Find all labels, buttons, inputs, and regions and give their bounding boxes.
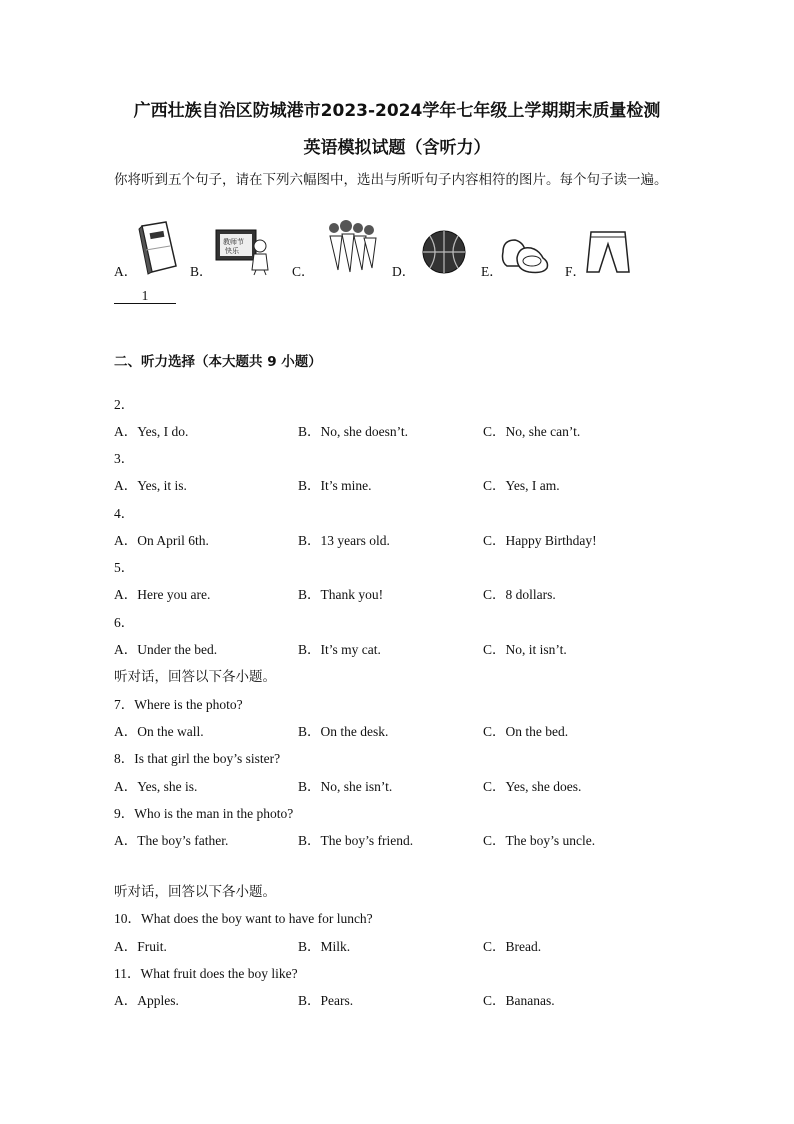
question-11: 11．What fruit does the boy like?	[114, 966, 298, 981]
option-b: B．The boy’s friend.	[298, 833, 414, 848]
question-3: 3．	[114, 451, 135, 466]
option-b: B．On the desk.	[298, 724, 389, 739]
option-b: B．It’s mine.	[298, 478, 372, 493]
svg-text:教师节: 教师节	[223, 238, 244, 246]
picture-e	[481, 218, 561, 280]
option-c: C．Bread.	[483, 939, 542, 954]
option-b: B．It’s my cat.	[298, 642, 381, 657]
page-title-line2: 英语模拟试题（含听力）	[303, 138, 491, 158]
shoes-icon	[499, 234, 551, 276]
page-title-line1: 广西壮族自治区防城港市2023-2024学年七年级上学期期末质量检测	[133, 101, 661, 121]
picture-b	[190, 218, 270, 280]
picture-f	[565, 218, 645, 280]
dialogue-note: 听对话，回答以下各小题。	[114, 669, 276, 685]
option-b: B．Pears.	[298, 993, 354, 1008]
trousers-icon	[585, 228, 631, 276]
option-c: C．No, she can’t.	[483, 424, 581, 439]
basketball-icon	[420, 228, 468, 276]
question-10: 10．What does the boy want to have for lunch?	[114, 911, 373, 926]
svg-text:快乐: 快乐	[225, 247, 239, 255]
option-b: B．Milk.	[298, 939, 351, 954]
blackboard-girl-icon	[214, 226, 270, 276]
picture-letter: D．	[392, 264, 416, 279]
option-a: A．Fruit.	[114, 939, 167, 954]
question-8: 8．Is that girl the boy’s sister?	[114, 751, 281, 766]
carrots-icon	[324, 218, 378, 276]
option-a: A．On the wall.	[114, 724, 204, 739]
option-c: C．Bananas.	[483, 993, 555, 1008]
option-a: A．Yes, she is.	[114, 779, 198, 794]
picture-letter: F．	[565, 264, 587, 279]
picture-c	[292, 218, 382, 280]
instruction-text: 你将听到五个句子，请在下列六幅图中，选出与所听句子内容相符的图片。每个句子读一遍。	[114, 172, 668, 188]
answer-blank: 1	[114, 288, 176, 304]
option-c: C．On the bed.	[483, 724, 569, 739]
option-a: A．Yes, I do.	[114, 424, 189, 439]
option-c: C．8 dollars.	[483, 587, 556, 602]
picture-letter: E．	[481, 264, 503, 279]
picture-letter: C．	[292, 264, 315, 279]
option-b: B．No, she isn’t.	[298, 779, 393, 794]
option-c: C．Yes, I am.	[483, 478, 560, 493]
option-a: A．Under the bed.	[114, 642, 218, 657]
option-b: B．Thank you!	[298, 587, 384, 602]
option-c: C．Happy Birthday!	[483, 533, 597, 548]
option-c: C．The boy’s uncle.	[483, 833, 596, 848]
option-a: A．The boy’s father.	[114, 833, 229, 848]
question-7: 7．Where is the photo?	[114, 697, 243, 712]
option-c: C．Yes, she does.	[483, 779, 582, 794]
picture-letter: B．	[190, 264, 213, 279]
option-a: A．Here you are.	[114, 587, 211, 602]
book-icon	[136, 220, 180, 276]
question-5: 5．	[114, 560, 135, 575]
picture-letter: A．	[114, 264, 138, 279]
option-c: C．No, it isn’t.	[483, 642, 567, 657]
option-b: B．No, she doesn’t.	[298, 424, 408, 439]
picture-a	[114, 218, 184, 280]
option-b: B．13 years old.	[298, 533, 390, 548]
section-title: 二、听力选择（本大题共 9 小题）	[114, 354, 322, 370]
option-a: A．Yes, it is.	[114, 478, 187, 493]
question-2: 2．	[114, 397, 135, 412]
question-9: 9．Who is the man in the photo?	[114, 806, 294, 821]
question-4: 4．	[114, 506, 135, 521]
dialogue-note: 听对话，回答以下各小题。	[114, 884, 276, 900]
question-6: 6．	[114, 615, 135, 630]
option-a: A．Apples.	[114, 993, 179, 1008]
option-a: A．On April 6th.	[114, 533, 209, 548]
picture-d	[392, 218, 472, 280]
